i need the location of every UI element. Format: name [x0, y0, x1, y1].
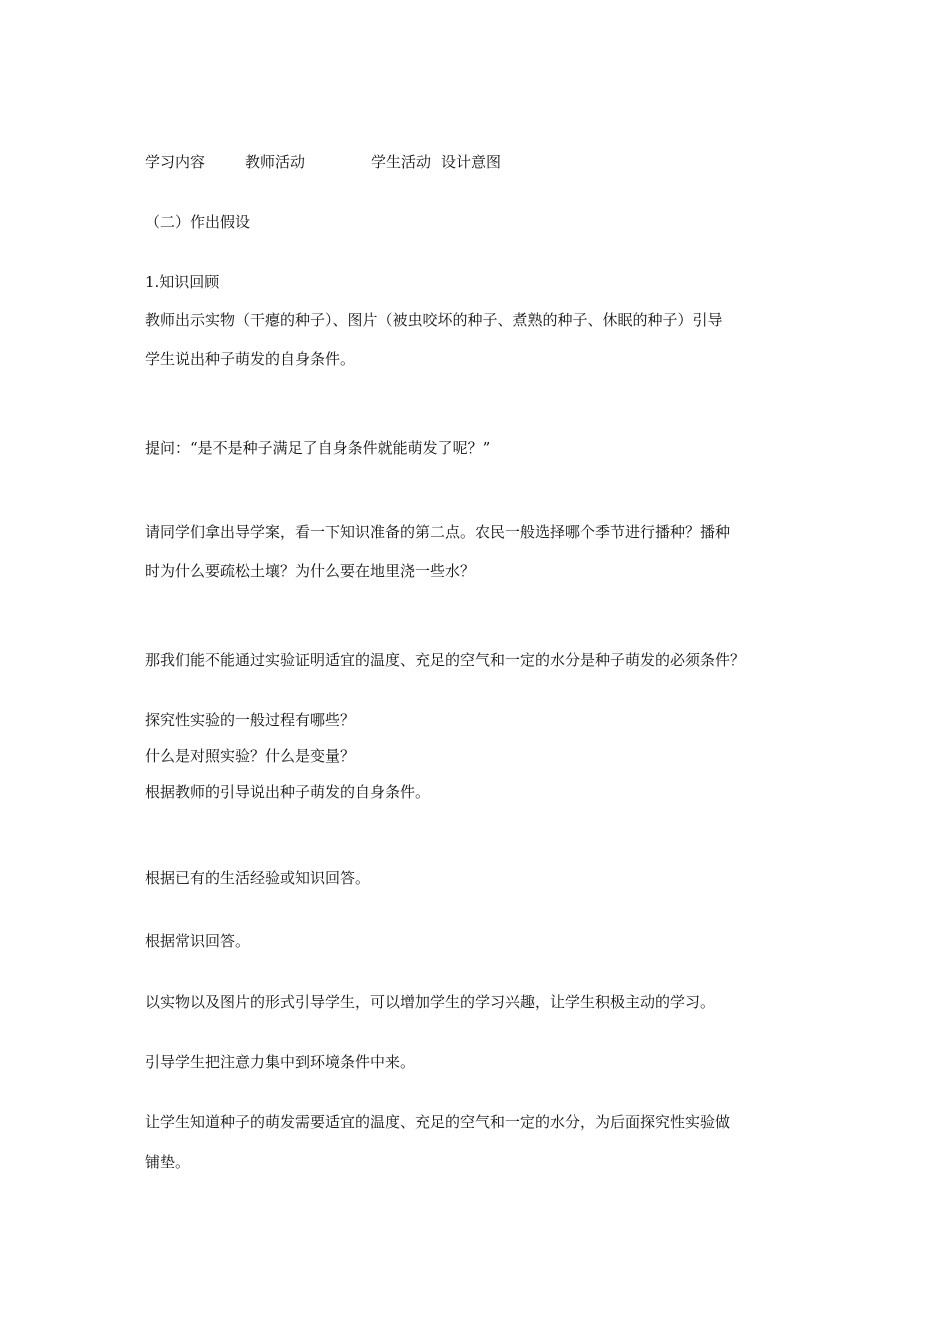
teacher-intro-line2: 学生说出种子萌发的自身条件。: [145, 350, 356, 368]
design-intent-3-line1: 让学生知道种子的萌发需要适宜的温度、充足的空气和一定的水分，为后面探究性实验做: [145, 1113, 731, 1131]
header-student-activity: 学生活动: [371, 153, 432, 171]
design-intent-3-line2: 铺垫。: [145, 1153, 191, 1171]
teacher-question-process: 探究性实验的一般过程有哪些？: [145, 711, 356, 729]
section-title: （二）作出假设: [145, 213, 251, 231]
teacher-question-control: 什么是对照实验？什么是变量？: [145, 747, 356, 765]
header-learning-content: 学习内容: [145, 153, 206, 171]
student-answer-1: 根据教师的引导说出种子萌发的自身条件。: [145, 783, 431, 801]
teacher-intro-line1: 教师出示实物（干瘪的种子）、图片（被虫咬坏的种子、煮熟的种子、休眠的种子）引导: [145, 311, 723, 329]
teacher-guide-line1: 请同学们拿出导学案，看一下知识准备的第二点。农民一般选择哪个季节进行播种？播种: [145, 523, 731, 541]
teacher-guide-line2: 时为什么要疏松土壤？为什么要在地里浇一些水？: [145, 562, 476, 580]
student-answer-3: 根据常识回答。: [145, 932, 251, 950]
teacher-question: 提问：“是不是种子满足了自身条件就能萌发了呢？”: [145, 439, 491, 457]
header-design-intent: 设计意图: [441, 153, 502, 171]
design-intent-1: 以实物以及图片的形式引导学生，可以增加学生的学习兴趣，让学生积极主动的学习。: [145, 993, 716, 1011]
design-intent-2: 引导学生把注意力集中到环境条件中来。: [145, 1053, 416, 1071]
header-teacher-activity: 教师活动: [245, 153, 306, 171]
teacher-experiment-question: 那我们能不能通过实验证明适宜的温度、充足的空气和一定的水分是种子萌发的必须条件？: [145, 651, 746, 669]
student-answer-2: 根据已有的生活经验或知识回答。: [145, 869, 371, 887]
subsection-title: 1.知识回顾: [145, 273, 220, 291]
table-header: [145, 152, 545, 172]
